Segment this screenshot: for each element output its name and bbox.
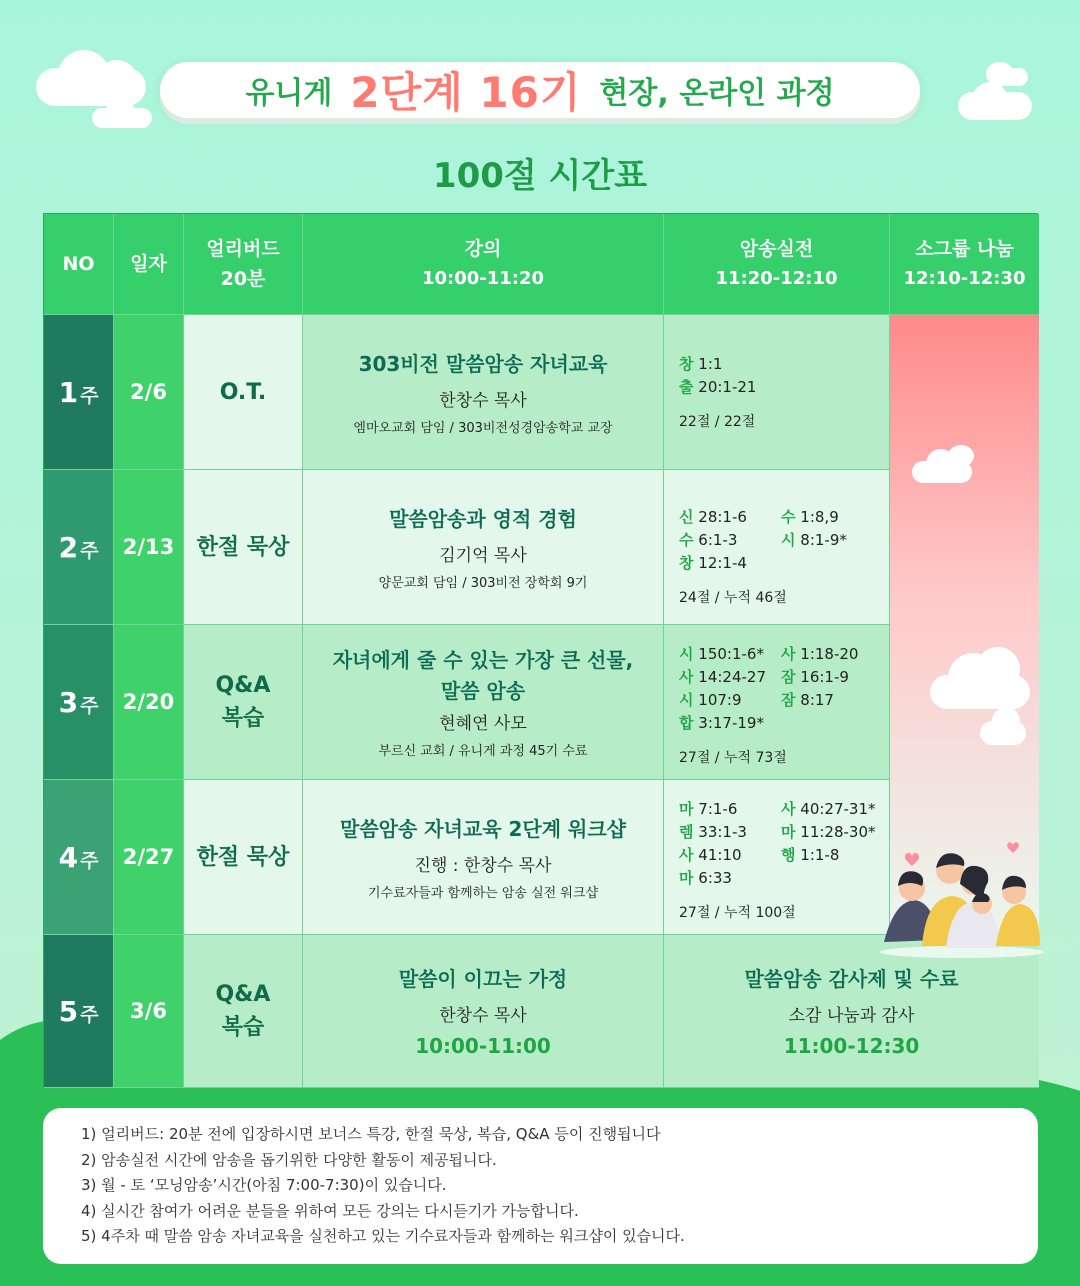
verse-ref: 14:24-27 [698, 668, 767, 686]
verse-ref: 8:17 [800, 691, 834, 709]
verse [679, 666, 781, 687]
verse-ref: 1:1 [698, 355, 723, 373]
verse-book: 마 [781, 823, 796, 841]
verse-book: 사 [679, 846, 694, 864]
header-memorize-time: 11:20-12:10 [715, 267, 838, 289]
header-group-label: 소그룹 나눔 [915, 238, 1014, 261]
verse-ref: 41:10 [698, 846, 742, 864]
header-group-time: 12:10-12:30 [903, 267, 1026, 289]
verse-ref: 150:1-6* [698, 645, 764, 663]
week-number: 2 [58, 530, 79, 564]
header-early-label: 얼리버드 [206, 237, 280, 260]
verse-ref: 6:33 [698, 869, 732, 887]
early-label-2: 복습 [221, 706, 265, 731]
verse [781, 506, 847, 527]
week-unit: 주 [80, 384, 99, 407]
lecture-title: 자녀에게 줄 수 있는 가장 큰 선물, [332, 648, 634, 672]
early-label-2: 복습 [221, 1015, 265, 1040]
week-unit: 주 [80, 1003, 99, 1026]
header-date [114, 214, 184, 315]
verse-total: 24절 / 누적 46절 [679, 590, 787, 606]
verse-ref: 16:1-9 [800, 668, 849, 686]
verse-book: 출 [679, 378, 694, 396]
verse-ref: 1:1-8 [800, 846, 840, 864]
verse [781, 666, 858, 687]
row-5-lecture [303, 935, 664, 1088]
verse-book: 잠 [781, 691, 796, 709]
lecture-speaker: 한창수 목사 [439, 390, 527, 411]
week-number: 1 [58, 375, 79, 409]
verse [679, 506, 781, 527]
verse-book: 마 [679, 869, 694, 887]
lecture-affiliation: 부르신 교회 / 유니게 과정 45기 수료 [378, 744, 588, 759]
verse-book: 수 [781, 508, 796, 526]
lecture-speaker: 진행 : 한창수 목사 [414, 855, 552, 876]
early-label: O.T. [219, 379, 267, 405]
verse-ref: 6:1-3 [698, 531, 738, 549]
row-4-early [184, 780, 303, 935]
header-no [44, 214, 114, 315]
verse-ref: 1:8,9 [800, 508, 839, 526]
verse [679, 844, 781, 865]
header-date-label: 일자 [130, 252, 167, 275]
ceremony-time: 11:00-12:30 [783, 1034, 920, 1058]
verse [679, 712, 781, 733]
note-item: 3) 월 - 토 ‘모닝암송’시간(아침 7:00-7:30)이 있습니다. [81, 1176, 447, 1194]
row-4-memorize [664, 780, 890, 935]
row-3-lecture [303, 625, 664, 780]
week-unit: 주 [80, 694, 99, 717]
lecture-time: 10:00-11:00 [415, 1034, 551, 1058]
verse [679, 529, 781, 550]
row-2-memorize [664, 470, 890, 625]
early-label: Q&A [215, 673, 271, 698]
lecture-title: 말씀암송과 영적 경험 [389, 506, 577, 531]
week-unit: 주 [80, 539, 99, 562]
week-number: 4 [58, 840, 79, 874]
verse [781, 844, 876, 865]
date-label: 3/6 [130, 999, 167, 1023]
verse-ref: 20:1-21 [698, 378, 757, 396]
row-5-no [44, 935, 114, 1088]
verse [679, 798, 781, 819]
row-4-lecture [303, 780, 664, 935]
verse-book: 수 [679, 531, 694, 549]
row-2-date [114, 470, 184, 625]
verse-ref: 28:1-6 [698, 508, 747, 526]
verse-total: 27절 / 누적 73절 [679, 750, 787, 766]
verse-book: 창 [679, 554, 694, 572]
row-2-early [184, 470, 303, 625]
verse-book: 사 [679, 668, 694, 686]
header-group [890, 214, 1039, 315]
date-label: 2/20 [122, 690, 175, 714]
row-3-no [44, 625, 114, 780]
row-1-date [114, 315, 184, 470]
ceremony-subtitle: 소감 나눔과 감사 [788, 1006, 915, 1026]
header-no-label: NO [62, 252, 95, 275]
header-lecture [303, 214, 664, 315]
lecture-title: 말씀이 이끄는 가정 [398, 967, 568, 991]
title-suffix: 현장, 온라인 과정 [599, 76, 835, 111]
verse [781, 529, 847, 550]
early-label: 한절 묵상 [196, 534, 290, 560]
verse-ref: 3:17-19* [698, 714, 764, 732]
note-item: 4) 실시간 참여가 어려운 분들을 위하여 모든 강의는 다시듣기가 가능합니다. [81, 1201, 579, 1220]
verse-ref: 11:28-30* [800, 823, 876, 841]
note-item: 5) 4주차 때 말씀 암송 자녀교육을 실천하고 있는 기수료자들과 함께하는 워크샵이 있습니다. [81, 1227, 685, 1245]
verse-book: 사 [781, 800, 796, 818]
row-1-no [44, 315, 114, 470]
row-5-date [114, 935, 184, 1088]
lecture-speaker: 김기억 목사 [439, 545, 527, 566]
early-label: Q&A [215, 982, 271, 1007]
verse [679, 552, 781, 573]
lecture-title: 말씀암송 자녀교육 2단계 워크샵 [340, 816, 626, 841]
week-number: 5 [58, 994, 79, 1028]
verse-book: 마 [679, 800, 694, 818]
verse [679, 867, 781, 888]
cloud-top-right [958, 62, 1038, 122]
verse [679, 689, 781, 710]
verse-ref: 107:9 [698, 691, 742, 709]
lecture-speaker: 현혜연 사모 [439, 714, 527, 734]
row-3-memorize [664, 625, 890, 780]
verse-total: 22절 / 22절 [679, 414, 756, 430]
page-subtitle: 100절 시간표 [432, 156, 648, 196]
lecture-affiliation: 기수료자들과 함께하는 암송 실전 워크샵 [367, 885, 598, 901]
verse-ref: 1:18-20 [800, 645, 859, 663]
lecture-speaker: 한창수 목사 [439, 1006, 527, 1026]
verse [781, 798, 876, 819]
date-label: 2/6 [130, 380, 167, 404]
verse [781, 821, 876, 842]
verse [781, 643, 858, 664]
verse-total: 27절 / 누적 100절 [679, 905, 796, 921]
notes-box [43, 1108, 1038, 1264]
verse-ref: 7:1-6 [698, 800, 738, 818]
lecture-affiliation: 엠마오교회 담임 / 303비전성경암송학교 교장 [353, 420, 613, 436]
header-lecture-time: 10:00-11:20 [421, 267, 545, 289]
row-1-early [184, 315, 303, 470]
row-2-lecture [303, 470, 664, 625]
verse [781, 689, 858, 710]
header-early [184, 214, 303, 315]
verse-book: 시 [679, 691, 694, 709]
note-item: 1) 얼리버드: 20분 전에 입장하시면 보너스 특강, 한절 묵상, 복습, Q&A 등이 진행됩니다 [81, 1125, 661, 1143]
lecture-affiliation: 양문교회 담임 / 303비전 장학회 9기 [378, 575, 588, 591]
row-3-date [114, 625, 184, 780]
verse-ref: 8:1-9* [800, 531, 847, 549]
header-early-time: 20분 [220, 268, 266, 290]
lecture-title: 303비전 말씀암송 자녀교육 [358, 351, 608, 376]
verse-ref: 33:1-3 [698, 823, 747, 841]
verse-ref: 40:27-31* [800, 800, 876, 818]
cloud-pink [912, 445, 982, 485]
verse-book: 합 [679, 714, 694, 732]
row-1-lecture [303, 315, 664, 470]
verse-book: 잠 [781, 668, 796, 686]
verse-book: 신 [679, 508, 694, 526]
date-label: 2/27 [122, 845, 175, 869]
title-prefix: 유니게 [245, 76, 333, 111]
note-item: 2) 암송실전 시간에 암송을 돕기위한 다양한 활동이 제공됩니다. [81, 1150, 497, 1169]
verse-book: 시 [679, 645, 694, 663]
header-memorize [664, 214, 890, 315]
verse [679, 643, 781, 664]
row-1-memorize [664, 315, 890, 470]
header-memorize-label: 암송실전 [739, 238, 814, 261]
header-lecture-label: 강의 [464, 238, 502, 261]
verse [679, 353, 756, 374]
verse-ref: 12:1-4 [698, 554, 747, 572]
verse-book: 시 [781, 531, 796, 549]
row-4-date [114, 780, 184, 935]
title-banner [160, 62, 920, 118]
row-4-no [44, 780, 114, 935]
title-highlight: 2단계 16기 [350, 68, 582, 117]
verse [679, 821, 781, 842]
family-illustration [876, 840, 1048, 958]
verse [679, 376, 756, 397]
cloud-white-large [930, 645, 1040, 745]
verse-book: 행 [781, 846, 796, 864]
ceremony-title: 말씀암송 감사제 및 수료 [744, 967, 959, 991]
date-label: 2/13 [122, 535, 175, 559]
verse-book: 렘 [679, 823, 694, 841]
cloud-mid-left [92, 94, 152, 130]
row-2-no [44, 470, 114, 625]
row-3-early [184, 625, 303, 780]
verse-book: 사 [781, 645, 796, 663]
lecture-title-2: 말씀 암송 [440, 679, 526, 703]
row-5-early [184, 935, 303, 1088]
week-number: 3 [58, 685, 79, 719]
early-label: 한절 묵상 [196, 844, 290, 870]
verse-book: 창 [679, 355, 694, 373]
week-unit: 주 [80, 849, 99, 872]
